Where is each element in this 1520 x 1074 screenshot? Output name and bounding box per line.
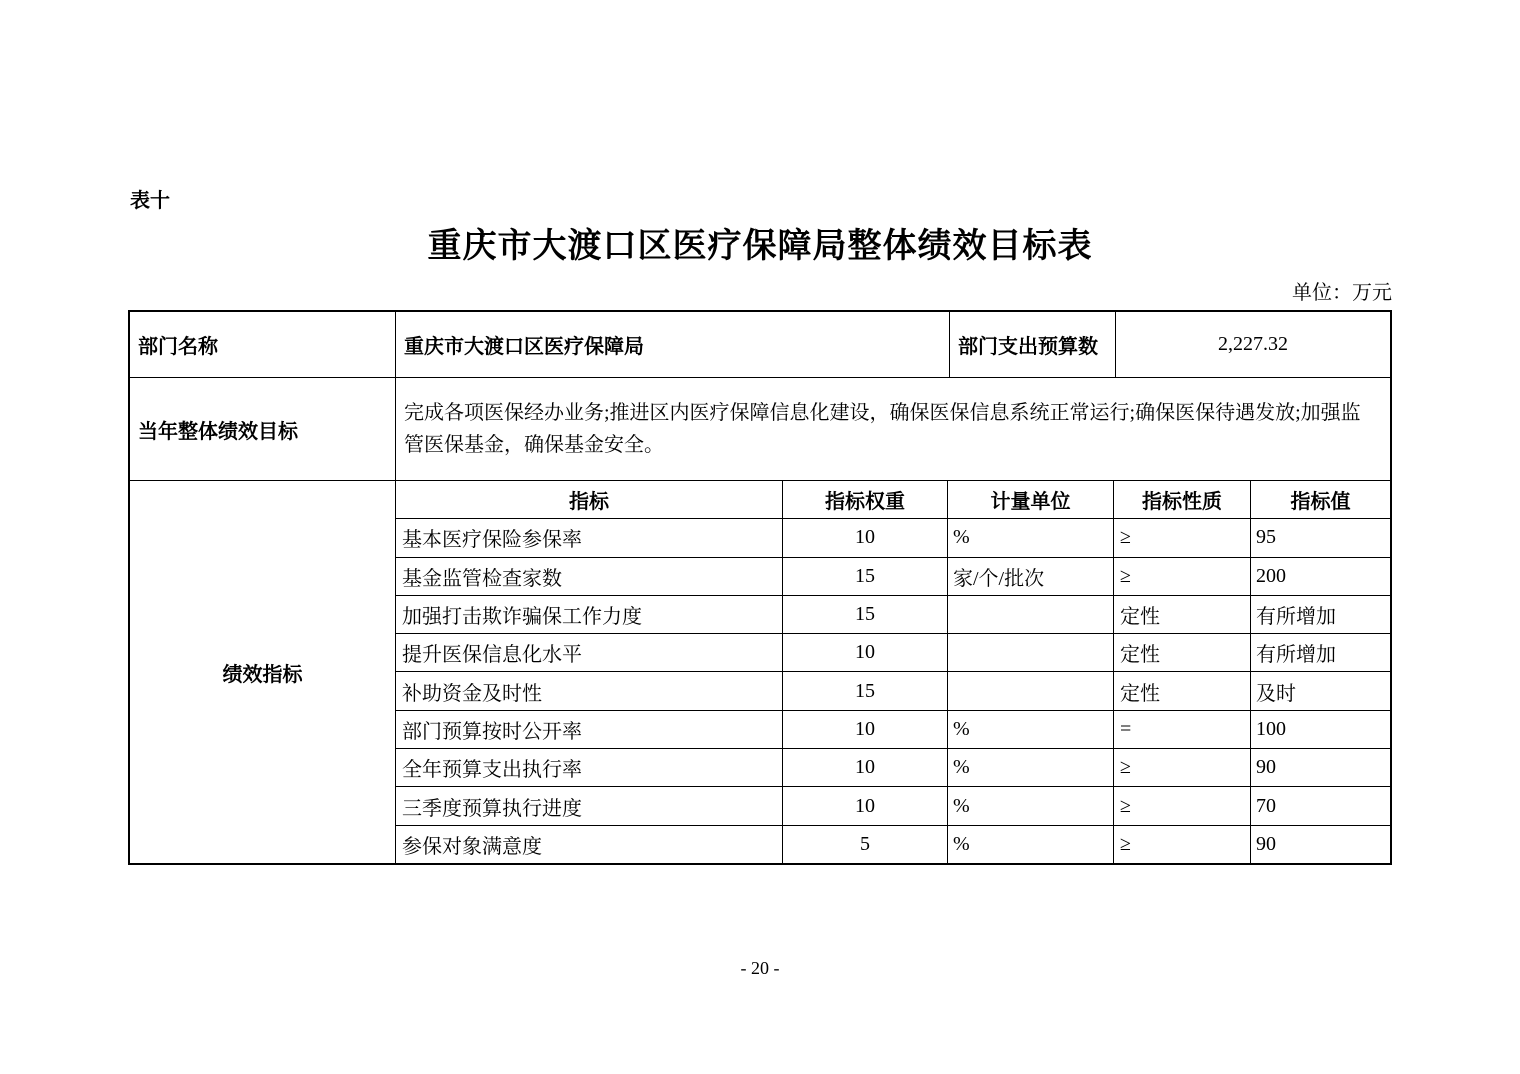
indicator-name: 补助资金及时性	[396, 672, 783, 709]
indicator-unit	[948, 634, 1114, 671]
indicator-value: 及时	[1256, 682, 1296, 705]
indicator-unit: 家/个/批次	[948, 558, 1114, 595]
indicator-unit: %	[948, 519, 1114, 556]
table-row	[130, 378, 1390, 481]
indicator-weight: 10	[783, 787, 948, 824]
indicator-value: 95	[1256, 526, 1276, 549]
annual-goal-label: 当年整体绩效目标	[130, 378, 396, 480]
column-header-value: 指标值	[1290, 491, 1351, 514]
indicator-weight: 15	[783, 672, 948, 709]
indicator-value: 200	[1256, 564, 1286, 587]
table-row	[396, 519, 1390, 557]
indicator-weight: 10	[783, 749, 948, 786]
indicator-nature: ≥	[1114, 787, 1251, 824]
indicator-nature: 定性	[1114, 596, 1251, 633]
table-row	[396, 787, 1390, 825]
dept-name-label: 部门名称	[130, 312, 396, 377]
indicator-weight: 10	[783, 634, 948, 671]
indicator-value: 90	[1256, 832, 1276, 855]
performance-target-table	[128, 310, 1392, 865]
indicator-value: 有所增加	[1256, 644, 1336, 667]
unit-note: 单位：万元	[1292, 282, 1392, 304]
indicator-nature: ≥	[1114, 519, 1251, 556]
performance-section-label: 绩效指标	[130, 481, 396, 863]
table-row	[130, 312, 1390, 378]
indicator-unit	[948, 672, 1114, 709]
indicators-subtable	[396, 481, 1390, 863]
indicator-nature: 定性	[1114, 672, 1251, 709]
budget-label: 部门支出预算数	[950, 312, 1116, 377]
indicator-name: 参保对象满意度	[396, 826, 783, 863]
indicator-name: 加强打击欺诈骗保工作力度	[396, 596, 783, 633]
indicator-weight: 10	[783, 519, 948, 556]
indicators-header-row	[396, 481, 1390, 519]
indicator-name: 全年预算支出执行率	[396, 749, 783, 786]
table-row	[396, 558, 1390, 596]
table-row	[396, 826, 1390, 863]
column-header-weight: 指标权重	[783, 481, 948, 518]
table-row	[396, 749, 1390, 787]
indicator-unit: %	[948, 749, 1114, 786]
indicator-weight: 15	[783, 596, 948, 633]
indicator-name: 基本医疗保险参保率	[396, 519, 783, 556]
column-header-indicator: 指标	[396, 481, 783, 518]
table-row	[396, 634, 1390, 672]
indicator-unit: %	[948, 826, 1114, 863]
indicator-nature: =	[1114, 711, 1251, 748]
column-header-nature: 指标性质	[1114, 481, 1251, 518]
indicator-value: 70	[1256, 794, 1276, 817]
indicator-unit: %	[948, 711, 1114, 748]
indicator-value: 有所增加	[1256, 606, 1336, 629]
indicator-nature: 定性	[1114, 634, 1251, 671]
table-number-label: 表十	[130, 190, 170, 212]
budget-value: 2,227.32	[1218, 333, 1288, 355]
indicator-value: 100	[1256, 717, 1286, 740]
indicator-name: 基金监管检查家数	[396, 558, 783, 595]
page-number: - 20 -	[740, 958, 780, 978]
indicator-unit	[948, 596, 1114, 633]
indicator-nature: ≥	[1114, 558, 1251, 595]
table-row	[396, 711, 1390, 749]
column-header-unit: 计量单位	[948, 481, 1114, 518]
table-row	[130, 481, 1390, 863]
indicator-unit: %	[948, 787, 1114, 824]
indicator-name: 提升医保信息化水平	[396, 634, 783, 671]
page-title: 重庆市大渡口区医疗保障局整体绩效目标表	[427, 228, 1093, 265]
indicator-name: 三季度预算执行进度	[396, 787, 783, 824]
indicator-weight: 5	[783, 826, 948, 863]
annual-goal-value: 完成各项医保经办业务;推进区内医疗保障信息化建设，确保医保信息系统正常运行;确保医保待遇发放;加强监管医保基金，确保基金安全。	[404, 402, 1361, 456]
dept-name-value: 重庆市大渡口区医疗保障局	[396, 312, 950, 377]
indicator-weight: 15	[783, 558, 948, 595]
indicator-nature: ≥	[1114, 749, 1251, 786]
table-row	[396, 596, 1390, 634]
indicator-nature: ≥	[1114, 826, 1251, 863]
table-row	[396, 672, 1390, 710]
indicator-weight: 10	[783, 711, 948, 748]
indicator-name: 部门预算按时公开率	[396, 711, 783, 748]
indicator-value: 90	[1256, 756, 1276, 779]
